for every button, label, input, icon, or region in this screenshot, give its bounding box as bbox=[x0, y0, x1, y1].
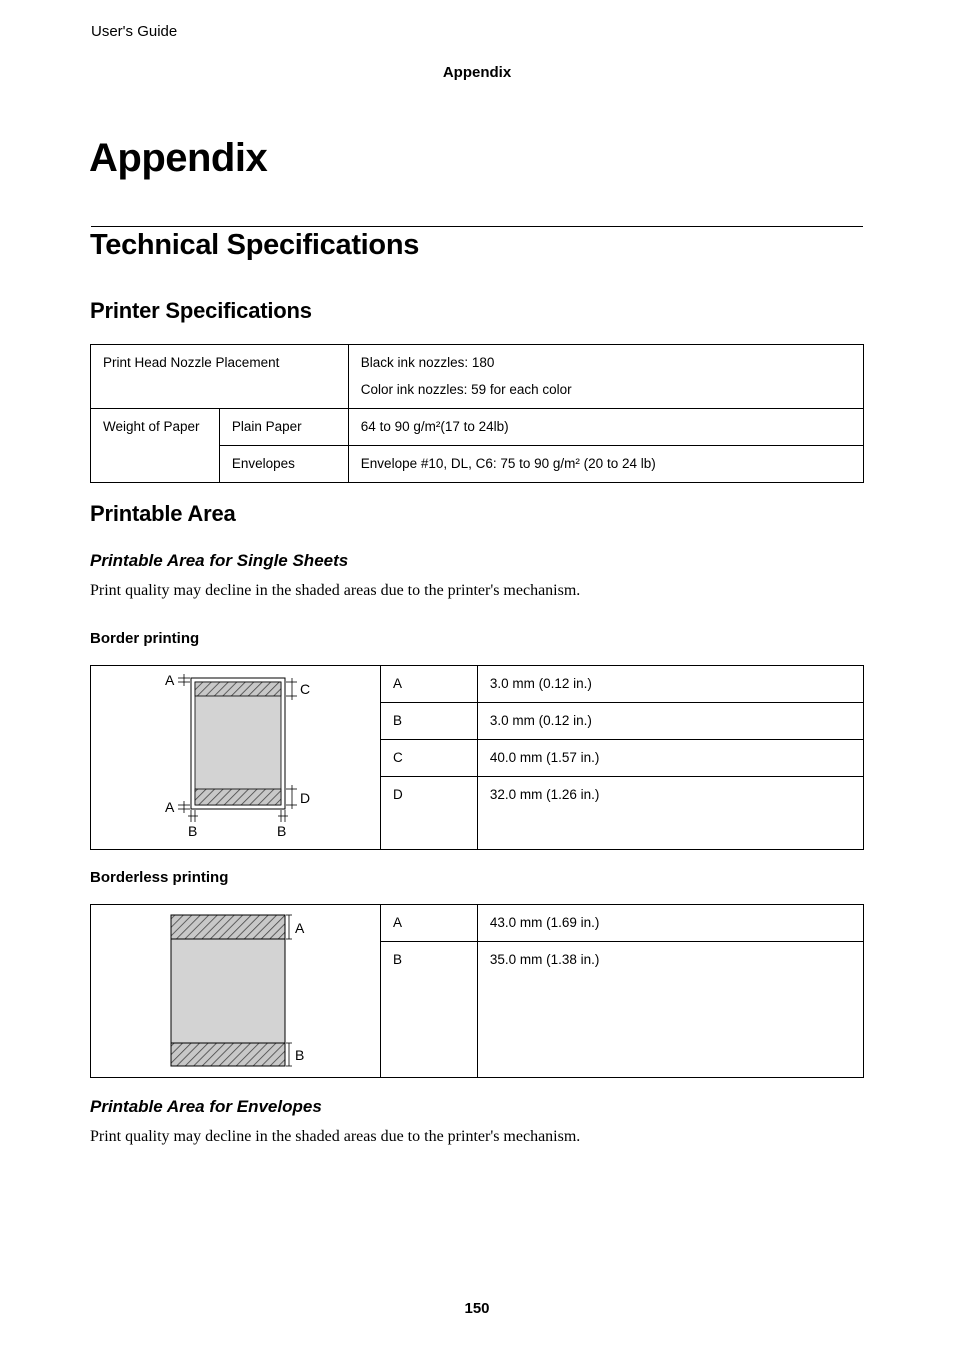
label-d: D bbox=[300, 790, 311, 806]
printable-area bbox=[195, 682, 281, 805]
single-sheets-note: Print quality may decline in the shaded areas due to the printer's mechanism. bbox=[90, 582, 581, 599]
border-value-c: 40.0 mm (1.57 in.) bbox=[489, 750, 600, 765]
border-key-c: C bbox=[393, 750, 403, 765]
border-value-cell bbox=[477, 777, 863, 850]
borderless-key-a: A bbox=[393, 915, 403, 930]
border-printing-diagram bbox=[91, 666, 380, 841]
borderless-key-b: B bbox=[393, 952, 403, 967]
table-row bbox=[91, 666, 864, 703]
section-divider bbox=[91, 226, 863, 227]
border-key-cell bbox=[381, 666, 478, 703]
borderless-value-b: 35.0 mm (1.38 in.) bbox=[489, 952, 600, 967]
borderless-value-a: 43.0 mm (1.69 in.) bbox=[489, 915, 600, 930]
borderless-key-cell bbox=[381, 942, 478, 1078]
borderless-value-cell bbox=[477, 905, 863, 942]
bottom-shaded-area bbox=[195, 789, 281, 805]
border-key-a: A bbox=[393, 676, 403, 691]
printer-specs-table bbox=[90, 344, 864, 483]
label-b-left: B bbox=[188, 823, 198, 839]
envelopes-value: Envelope #10, DL, C6: 75 to 90 g/m² (20 to 24 lb) bbox=[360, 456, 656, 471]
label-a-top: A bbox=[165, 672, 175, 688]
printable-area-heading: Printable Area bbox=[90, 501, 236, 526]
border-value-a: 3.0 mm (0.12 in.) bbox=[489, 676, 592, 691]
envelopes-label: Envelopes bbox=[231, 456, 295, 471]
borderless-printing-diagram bbox=[91, 905, 380, 1074]
envelopes-value-cell bbox=[348, 446, 863, 483]
printer-specs-heading: Printer Specifications bbox=[90, 298, 312, 323]
borderless-key-cell bbox=[381, 905, 478, 942]
border-value-b: 3.0 mm (0.12 in.) bbox=[489, 713, 592, 728]
envelopes-heading: Printable Area for Envelopes bbox=[90, 1097, 322, 1116]
page-number: 150 bbox=[464, 1300, 490, 1317]
border-value-cell bbox=[477, 666, 863, 703]
border-value-cell bbox=[477, 703, 863, 740]
label-b-right: B bbox=[277, 823, 287, 839]
border-printing-heading: Border printing bbox=[90, 630, 200, 647]
borderless-printing-heading: Borderless printing bbox=[90, 869, 229, 886]
border-key-cell bbox=[381, 740, 478, 777]
plain-value-cell bbox=[348, 409, 863, 446]
envelopes-label-cell bbox=[219, 446, 348, 483]
borderless-figure-cell bbox=[91, 905, 381, 1078]
bottom-shaded-area bbox=[171, 1043, 285, 1066]
weight-label: Weight of Paper bbox=[103, 419, 200, 434]
table-row bbox=[91, 905, 864, 942]
label-a-bottom: A bbox=[165, 799, 175, 815]
label-a: A bbox=[295, 920, 305, 936]
running-head-guide-title: User's Guide bbox=[91, 23, 178, 40]
top-shaded-area bbox=[171, 915, 285, 939]
page-title: Appendix bbox=[89, 136, 268, 180]
table-row bbox=[91, 409, 864, 446]
nozzle-black: Black ink nozzles: 180 bbox=[360, 355, 495, 370]
nozzle-color: Color ink nozzles: 59 for each color bbox=[360, 382, 572, 397]
border-key-b: B bbox=[393, 713, 403, 728]
running-head-section: Appendix bbox=[442, 64, 512, 81]
border-value-d: 32.0 mm (1.26 in.) bbox=[489, 787, 600, 802]
single-sheets-heading: Printable Area for Single Sheets bbox=[90, 551, 349, 570]
top-shaded-area bbox=[195, 682, 281, 696]
table-row bbox=[91, 345, 864, 409]
label-b: B bbox=[295, 1047, 305, 1063]
borderless-value-cell bbox=[477, 942, 863, 1078]
plain-label: Plain Paper bbox=[231, 419, 302, 434]
plain-value: 64 to 90 g/m²(17 to 24lb) bbox=[360, 419, 509, 434]
weight-label-cell bbox=[91, 409, 220, 483]
nozzle-value-cell bbox=[348, 345, 863, 409]
border-value-cell bbox=[477, 740, 863, 777]
section-title: Technical Specifications bbox=[90, 229, 420, 261]
border-figure-cell bbox=[91, 666, 381, 850]
borderless-printing-table bbox=[90, 904, 864, 1078]
plain-label-cell bbox=[219, 409, 348, 446]
nozzle-label: Print Head Nozzle Placement bbox=[103, 355, 280, 370]
border-key-cell bbox=[381, 703, 478, 740]
border-key-d: D bbox=[393, 787, 403, 802]
label-c: C bbox=[300, 681, 311, 697]
border-printing-table bbox=[90, 665, 864, 850]
border-key-cell bbox=[381, 777, 478, 850]
envelopes-note: Print quality may decline in the shaded areas due to the printer's mechanism. bbox=[90, 1128, 581, 1145]
nozzle-label-cell bbox=[91, 345, 349, 409]
